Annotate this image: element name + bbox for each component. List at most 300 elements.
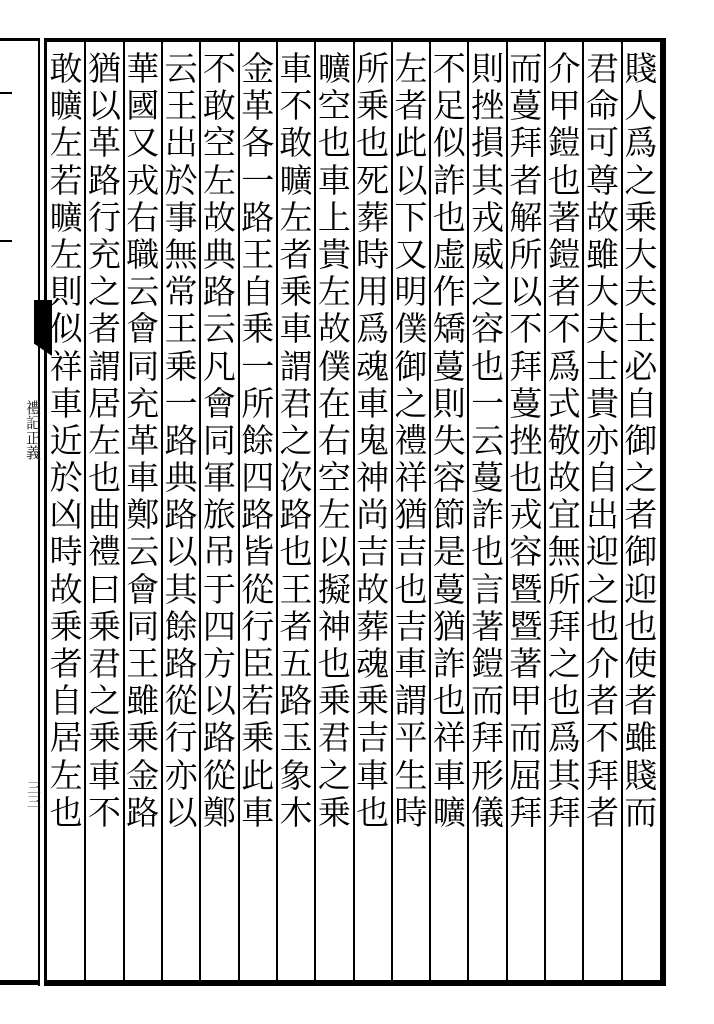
glyph: 右 bbox=[317, 420, 351, 460]
glyph: 乗 bbox=[317, 792, 351, 832]
glyph: 也 bbox=[49, 792, 83, 832]
glyph: 路 bbox=[164, 644, 198, 683]
glyph: 者 bbox=[586, 792, 620, 832]
glyph: 於 bbox=[164, 160, 198, 200]
glyph: 蔓 bbox=[509, 383, 543, 423]
glyph: 魂 bbox=[356, 346, 390, 386]
glyph: 者 bbox=[394, 86, 428, 126]
margin-title: 禮記正義 bbox=[24, 400, 42, 460]
glyph: 自 bbox=[624, 383, 658, 423]
glyph: 而 bbox=[509, 718, 543, 758]
glyph: 也 bbox=[547, 681, 581, 721]
glyph: 鄭 bbox=[202, 792, 236, 832]
glyph: 乗 bbox=[241, 309, 275, 349]
glyph: 金 bbox=[126, 755, 160, 795]
frame-right bbox=[660, 38, 666, 986]
glyph: 以 bbox=[87, 86, 121, 126]
text-column bbox=[201, 49, 237, 982]
glyph: 左 bbox=[202, 160, 236, 200]
glyph: 故 bbox=[317, 309, 351, 349]
glyph: 乗 bbox=[356, 681, 390, 721]
glyph: 祥 bbox=[49, 346, 83, 386]
glyph: 可 bbox=[586, 123, 620, 163]
glyph: 云 bbox=[164, 49, 198, 88]
glyph: 革 bbox=[87, 123, 121, 163]
glyph: 空 bbox=[317, 458, 351, 498]
glyph: 暨 bbox=[509, 569, 543, 609]
glyph: 君 bbox=[87, 644, 121, 683]
column-rule bbox=[467, 42, 469, 980]
glyph: 也 bbox=[317, 644, 351, 683]
glyph: 拜 bbox=[509, 346, 543, 386]
glyph: 平 bbox=[394, 718, 428, 758]
glyph: 云 bbox=[202, 309, 236, 349]
glyph: 僕 bbox=[394, 309, 428, 349]
glyph: 不 bbox=[509, 309, 543, 349]
glyph: 行 bbox=[241, 606, 275, 646]
text-column bbox=[278, 49, 314, 982]
glyph: 作 bbox=[432, 272, 466, 312]
glyph: 拜 bbox=[509, 792, 543, 832]
glyph: 之 bbox=[87, 272, 121, 312]
glyph: 夫 bbox=[586, 309, 620, 349]
glyph: 禮 bbox=[87, 532, 121, 572]
glyph: 路 bbox=[87, 160, 121, 200]
glyph: 居 bbox=[87, 383, 121, 423]
glyph: 曠 bbox=[49, 86, 83, 126]
glyph: 下 bbox=[394, 197, 428, 237]
glyph: 左 bbox=[49, 755, 83, 795]
glyph: 車 bbox=[279, 309, 313, 349]
glyph: 鎧 bbox=[471, 644, 505, 683]
gutter-top-bar bbox=[0, 38, 40, 41]
glyph: 一 bbox=[241, 160, 275, 200]
gutter-tick bbox=[0, 240, 12, 242]
glyph: 也 bbox=[87, 458, 121, 498]
glyph: 尚 bbox=[356, 495, 390, 535]
glyph: 所 bbox=[241, 383, 275, 423]
glyph: 詐 bbox=[471, 495, 505, 535]
glyph: 猶 bbox=[432, 606, 466, 646]
glyph: 象 bbox=[279, 755, 313, 795]
glyph: 不 bbox=[432, 49, 466, 88]
glyph: 曰 bbox=[87, 569, 121, 609]
glyph: 乗 bbox=[279, 272, 313, 312]
glyph: 同 bbox=[126, 606, 160, 646]
glyph: 人 bbox=[624, 86, 658, 126]
column-rule bbox=[391, 42, 393, 980]
glyph: 用 bbox=[356, 272, 390, 312]
glyph: 所 bbox=[547, 569, 581, 609]
glyph: 者 bbox=[49, 644, 83, 683]
glyph: 也 bbox=[624, 606, 658, 646]
gutter-line bbox=[38, 38, 40, 986]
glyph: 又 bbox=[394, 234, 428, 274]
glyph: 爲 bbox=[624, 123, 658, 163]
text-column bbox=[585, 49, 621, 982]
glyph: 必 bbox=[624, 346, 658, 386]
glyph: 雖 bbox=[126, 681, 160, 721]
column-rule bbox=[582, 42, 584, 980]
glyph: 云 bbox=[126, 532, 160, 572]
glyph: 戎 bbox=[471, 197, 505, 237]
glyph: 會 bbox=[126, 569, 160, 609]
glyph: 路 bbox=[279, 681, 313, 721]
glyph: 曠 bbox=[317, 49, 351, 88]
glyph: 容 bbox=[471, 309, 505, 349]
glyph: 從 bbox=[202, 755, 236, 795]
column-rule bbox=[84, 42, 86, 980]
glyph: 僕 bbox=[317, 346, 351, 386]
glyph: 矯 bbox=[432, 309, 466, 349]
glyph: 御 bbox=[624, 532, 658, 572]
glyph: 爲 bbox=[356, 309, 390, 349]
frame-left bbox=[44, 38, 47, 986]
glyph: 故 bbox=[586, 197, 620, 237]
glyph: 迎 bbox=[624, 569, 658, 609]
glyph: 似 bbox=[432, 123, 466, 163]
glyph: 路 bbox=[126, 792, 160, 832]
glyph: 敬 bbox=[547, 420, 581, 460]
glyph: 鎧 bbox=[547, 123, 581, 163]
glyph: 貴 bbox=[586, 383, 620, 423]
glyph: 著 bbox=[471, 606, 505, 646]
glyph: 木 bbox=[279, 792, 313, 832]
glyph: 雖 bbox=[586, 234, 620, 274]
glyph: 者 bbox=[279, 606, 313, 646]
glyph: 車 bbox=[279, 49, 313, 88]
glyph: 命 bbox=[586, 86, 620, 126]
text-column bbox=[240, 49, 276, 982]
glyph: 其 bbox=[471, 160, 505, 200]
glyph: 大 bbox=[586, 272, 620, 312]
glyph: 士 bbox=[624, 309, 658, 349]
column-rule bbox=[353, 42, 355, 980]
glyph: 典 bbox=[202, 234, 236, 274]
glyph: 其 bbox=[547, 755, 581, 795]
glyph: 著 bbox=[547, 197, 581, 237]
glyph: 革 bbox=[241, 86, 275, 126]
glyph: 時 bbox=[49, 532, 83, 572]
frame-top bbox=[44, 38, 666, 42]
glyph: 使 bbox=[624, 644, 658, 683]
glyph: 若 bbox=[49, 160, 83, 200]
glyph: 所 bbox=[509, 234, 543, 274]
glyph: 拜 bbox=[547, 606, 581, 646]
text-column bbox=[48, 49, 84, 982]
glyph: 威 bbox=[471, 234, 505, 274]
glyph: 會 bbox=[202, 383, 236, 423]
text-column bbox=[316, 49, 352, 982]
glyph: 事 bbox=[164, 197, 198, 237]
glyph: 車 bbox=[432, 755, 466, 795]
glyph: 四 bbox=[202, 606, 236, 646]
glyph: 路 bbox=[164, 495, 198, 535]
glyph: 拜 bbox=[509, 123, 543, 163]
glyph: 從 bbox=[164, 681, 198, 721]
glyph: 甲 bbox=[547, 86, 581, 126]
glyph: 時 bbox=[394, 792, 428, 832]
glyph: 士 bbox=[586, 346, 620, 386]
glyph: 會 bbox=[126, 309, 160, 349]
glyph: 者 bbox=[624, 495, 658, 535]
glyph: 四 bbox=[241, 458, 275, 498]
glyph: 君 bbox=[586, 49, 620, 88]
text-column bbox=[623, 49, 659, 982]
glyph: 其 bbox=[164, 569, 198, 609]
glyph: 則 bbox=[432, 383, 466, 423]
text-column bbox=[125, 49, 161, 982]
glyph: 之 bbox=[547, 644, 581, 683]
glyph: 戎 bbox=[126, 160, 160, 200]
glyph: 者 bbox=[624, 681, 658, 721]
glyph: 路 bbox=[202, 272, 236, 312]
glyph: 故 bbox=[49, 569, 83, 609]
glyph: 在 bbox=[317, 383, 351, 423]
glyph: 以 bbox=[509, 272, 543, 312]
text-column bbox=[355, 49, 391, 982]
glyph: 於 bbox=[49, 458, 83, 498]
glyph: 拜 bbox=[586, 755, 620, 795]
glyph: 也 bbox=[432, 197, 466, 237]
glyph: 出 bbox=[586, 495, 620, 535]
glyph: 言 bbox=[471, 569, 505, 609]
glyph: 金 bbox=[241, 49, 275, 88]
glyph: 曲 bbox=[87, 495, 121, 535]
glyph: 猶 bbox=[394, 495, 428, 535]
glyph: 猶 bbox=[87, 49, 121, 88]
glyph: 而 bbox=[509, 49, 543, 88]
glyph: 儀 bbox=[471, 792, 505, 832]
glyph: 乗 bbox=[356, 86, 390, 126]
glyph: 也 bbox=[471, 346, 505, 386]
glyph: 王 bbox=[164, 309, 198, 349]
glyph: 左 bbox=[49, 234, 83, 274]
glyph: 路 bbox=[164, 420, 198, 460]
glyph: 自 bbox=[241, 272, 275, 312]
glyph: 君 bbox=[279, 383, 313, 423]
glyph: 不 bbox=[547, 309, 581, 349]
glyph: 左 bbox=[317, 272, 351, 312]
column-rule bbox=[161, 42, 163, 980]
glyph: 擬 bbox=[317, 569, 351, 609]
column-rule bbox=[123, 42, 125, 980]
glyph: 也 bbox=[586, 606, 620, 646]
glyph: 者 bbox=[509, 160, 543, 200]
glyph: 之 bbox=[624, 458, 658, 498]
glyph: 亦 bbox=[164, 755, 198, 795]
glyph: 近 bbox=[49, 420, 83, 460]
glyph: 左 bbox=[317, 495, 351, 535]
glyph: 之 bbox=[279, 420, 313, 460]
text-column bbox=[163, 49, 199, 982]
glyph: 故 bbox=[356, 569, 390, 609]
glyph: 車 bbox=[356, 383, 390, 423]
glyph: 不 bbox=[586, 718, 620, 758]
glyph: 一 bbox=[471, 383, 505, 423]
glyph: 無 bbox=[164, 234, 198, 274]
margin-page-number: 三三 bbox=[25, 780, 41, 808]
glyph: 故 bbox=[202, 197, 236, 237]
glyph: 不 bbox=[202, 49, 236, 88]
glyph: 謂 bbox=[279, 346, 313, 386]
glyph: 介 bbox=[547, 49, 581, 88]
glyph: 無 bbox=[547, 532, 581, 572]
glyph: 鄭 bbox=[126, 495, 160, 535]
glyph: 暨 bbox=[509, 606, 543, 646]
glyph: 又 bbox=[126, 123, 160, 163]
glyph: 容 bbox=[509, 532, 543, 572]
glyph: 行 bbox=[87, 197, 121, 237]
glyph: 之 bbox=[471, 272, 505, 312]
glyph: 大 bbox=[624, 234, 658, 274]
glyph: 左 bbox=[87, 420, 121, 460]
glyph: 出 bbox=[164, 123, 198, 163]
glyph: 自 bbox=[49, 681, 83, 721]
glyph: 吉 bbox=[356, 532, 390, 572]
glyph: 也 bbox=[432, 681, 466, 721]
glyph: 五 bbox=[279, 644, 313, 683]
glyph: 車 bbox=[317, 160, 351, 200]
glyph: 著 bbox=[509, 644, 543, 683]
glyph: 路 bbox=[279, 495, 313, 535]
glyph: 同 bbox=[202, 420, 236, 460]
glyph: 解 bbox=[509, 197, 543, 237]
glyph: 式 bbox=[547, 383, 581, 423]
glyph: 路 bbox=[202, 718, 236, 758]
glyph: 時 bbox=[356, 234, 390, 274]
glyph: 死 bbox=[356, 160, 390, 200]
glyph: 方 bbox=[202, 644, 236, 683]
glyph: 禮 bbox=[394, 420, 428, 460]
glyph: 者 bbox=[547, 272, 581, 312]
glyph: 乗 bbox=[164, 346, 198, 386]
column-rule bbox=[506, 42, 508, 980]
column-rule bbox=[314, 42, 316, 980]
glyph: 也 bbox=[394, 569, 428, 609]
glyph: 節 bbox=[432, 495, 466, 535]
glyph: 上 bbox=[317, 197, 351, 237]
glyph: 挫 bbox=[471, 86, 505, 126]
glyph: 凶 bbox=[49, 495, 83, 535]
glyph: 御 bbox=[624, 420, 658, 460]
glyph: 鎧 bbox=[547, 234, 581, 274]
glyph: 謂 bbox=[394, 681, 428, 721]
glyph: 吉 bbox=[394, 532, 428, 572]
glyph: 謂 bbox=[87, 346, 121, 386]
glyph: 故 bbox=[547, 458, 581, 498]
glyph: 皆 bbox=[241, 532, 275, 572]
text-column bbox=[546, 49, 582, 982]
glyph: 王 bbox=[279, 569, 313, 609]
glyph: 左 bbox=[279, 197, 313, 237]
glyph: 鬼 bbox=[356, 420, 390, 460]
glyph: 介 bbox=[586, 644, 620, 683]
text-column bbox=[431, 49, 467, 982]
glyph: 甲 bbox=[509, 681, 543, 721]
glyph: 王 bbox=[126, 644, 160, 683]
glyph: 也 bbox=[356, 123, 390, 163]
glyph: 從 bbox=[241, 569, 275, 609]
glyph: 乗 bbox=[126, 718, 160, 758]
glyph: 而 bbox=[624, 792, 658, 832]
glyph: 乗 bbox=[241, 718, 275, 758]
glyph: 之 bbox=[586, 569, 620, 609]
glyph: 屈 bbox=[509, 755, 543, 795]
glyph: 足 bbox=[432, 86, 466, 126]
glyph: 右 bbox=[126, 197, 160, 237]
glyph: 曠 bbox=[432, 792, 466, 832]
glyph: 王 bbox=[164, 86, 198, 126]
glyph: 宜 bbox=[547, 495, 581, 535]
glyph: 此 bbox=[241, 755, 275, 795]
glyph: 爲 bbox=[547, 718, 581, 758]
glyph: 者 bbox=[279, 234, 313, 274]
glyph: 一 bbox=[241, 346, 275, 386]
glyph: 貴 bbox=[317, 234, 351, 274]
glyph: 蔓 bbox=[509, 86, 543, 126]
column-rule bbox=[199, 42, 201, 980]
glyph: 敢 bbox=[49, 49, 83, 88]
glyph: 形 bbox=[471, 755, 505, 795]
text-column bbox=[86, 49, 122, 982]
gutter-bottom-bar bbox=[0, 980, 40, 985]
glyph: 以 bbox=[394, 160, 428, 200]
glyph: 吉 bbox=[356, 718, 390, 758]
glyph: 虚 bbox=[432, 234, 466, 274]
glyph: 曠 bbox=[49, 197, 83, 237]
glyph: 也 bbox=[279, 532, 313, 572]
glyph: 挫 bbox=[509, 420, 543, 460]
glyph: 云 bbox=[126, 272, 160, 312]
glyph: 云 bbox=[471, 420, 505, 460]
column-rule bbox=[429, 42, 431, 980]
glyph: 乗 bbox=[49, 606, 83, 646]
glyph: 尊 bbox=[586, 160, 620, 200]
glyph: 以 bbox=[164, 792, 198, 832]
column-rule bbox=[276, 42, 278, 980]
glyph: 所 bbox=[356, 49, 390, 88]
glyph: 賤 bbox=[624, 49, 658, 88]
glyph: 車 bbox=[49, 383, 83, 423]
glyph: 神 bbox=[317, 606, 351, 646]
glyph: 此 bbox=[394, 123, 428, 163]
glyph: 失 bbox=[432, 420, 466, 460]
glyph: 魂 bbox=[356, 644, 390, 683]
glyph: 似 bbox=[49, 309, 83, 349]
glyph: 者 bbox=[586, 681, 620, 721]
glyph: 也 bbox=[317, 123, 351, 163]
glyph: 葬 bbox=[356, 606, 390, 646]
glyph: 御 bbox=[394, 346, 428, 386]
glyph: 迎 bbox=[586, 532, 620, 572]
glyph: 居 bbox=[49, 718, 83, 758]
glyph: 拜 bbox=[471, 718, 505, 758]
glyph: 餘 bbox=[164, 606, 198, 646]
glyph: 左 bbox=[394, 49, 428, 88]
glyph: 以 bbox=[317, 532, 351, 572]
glyph: 車 bbox=[356, 755, 390, 795]
glyph: 空 bbox=[317, 86, 351, 126]
glyph: 詐 bbox=[432, 644, 466, 683]
glyph: 餘 bbox=[241, 420, 275, 460]
glyph: 同 bbox=[126, 346, 160, 386]
glyph: 一 bbox=[164, 383, 198, 423]
glyph: 自 bbox=[586, 458, 620, 498]
glyph: 軍 bbox=[202, 458, 236, 498]
glyph: 祥 bbox=[394, 458, 428, 498]
glyph: 賤 bbox=[624, 755, 658, 795]
